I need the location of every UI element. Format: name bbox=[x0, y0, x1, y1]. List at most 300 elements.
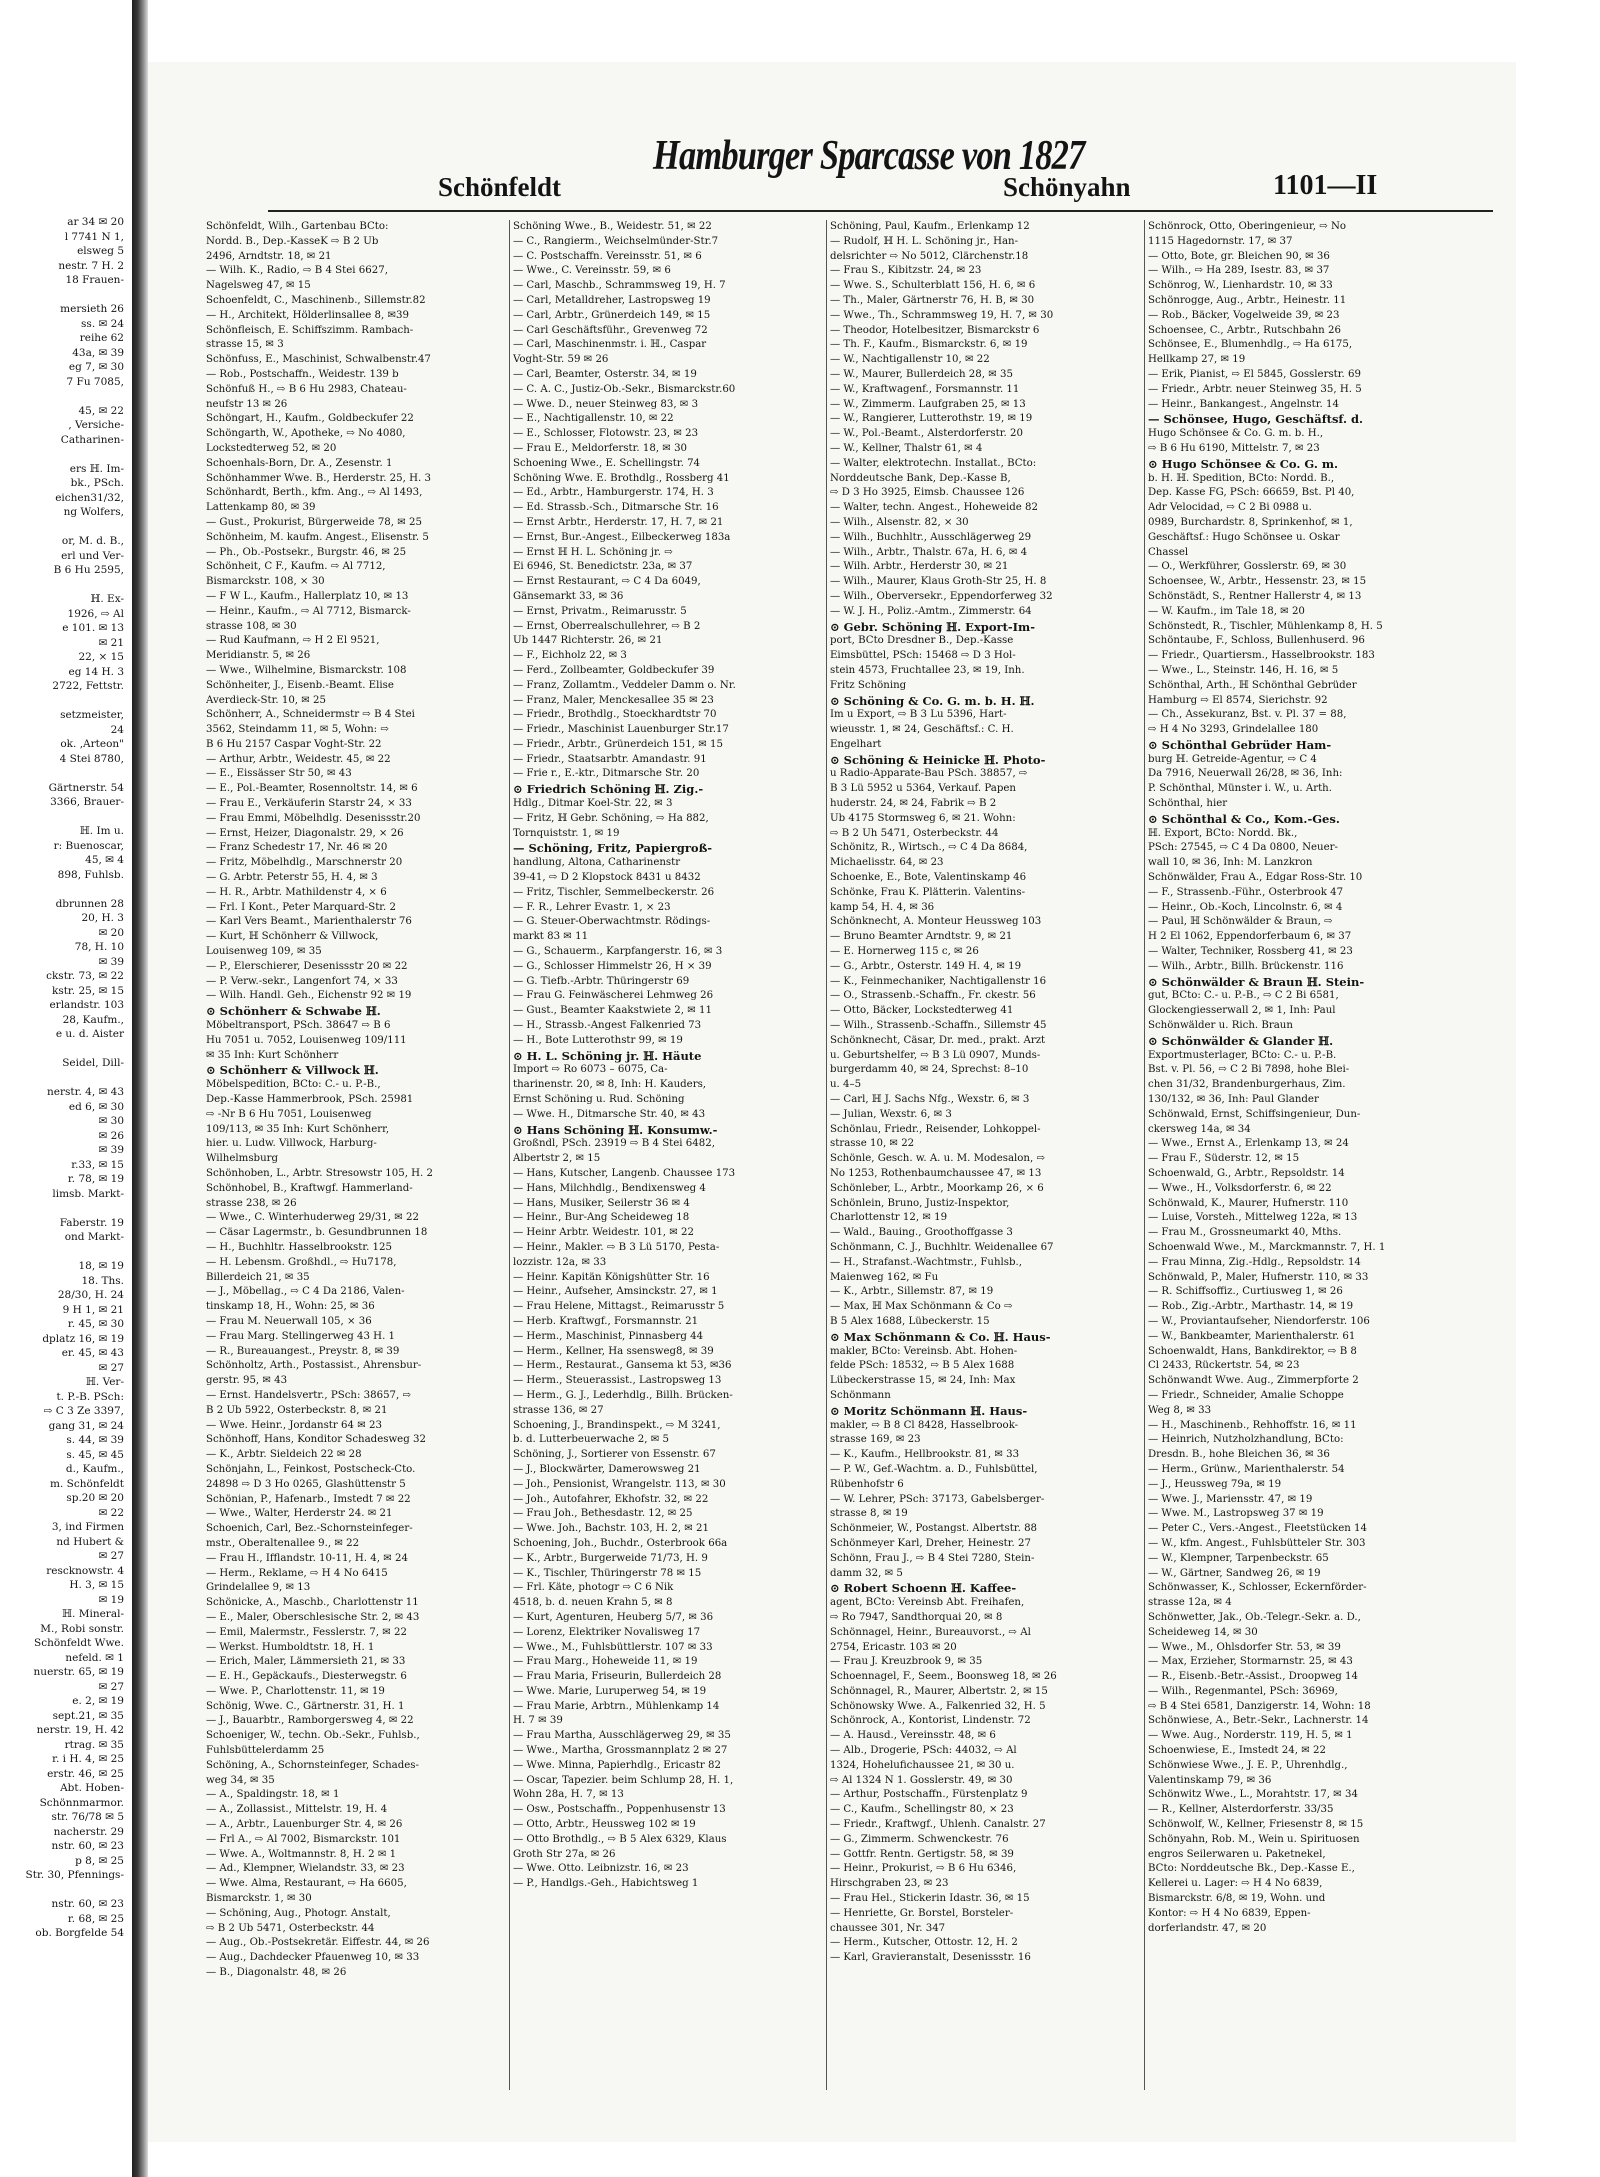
directory-entry-line: — E., Pol.-Beamter, Rosennoltstr. 14, ✉ 6 bbox=[206, 783, 418, 795]
directory-entry-line: Geschäftsf.: Hugo Schönsee u. Oskar bbox=[1148, 531, 1340, 543]
directory-entry-line: Hirschgraben 23, ✉ 23 bbox=[830, 1878, 949, 1890]
directory-entry-line: Kellerei u. Lager: ⇨ H 4 No 6839, bbox=[1148, 1878, 1323, 1890]
directory-entry-line: — Wwe., Ernst A., Erlenkamp 13, ✉ 24 bbox=[1148, 1138, 1349, 1150]
directory-entry-line: Schönwandt Wwe. Aug., Zimmerpforte 2 bbox=[1148, 1375, 1359, 1387]
directory-entry-line: Schöning Wwe. E. Brothdlg., Rossberg 41 bbox=[513, 472, 730, 484]
directory-entry-line: — Frl. I Kont., Peter Marquard-Str. 2 bbox=[206, 901, 397, 913]
directory-entry-line: — E., Schlosser, Flotowstr. 23, ✉ 23 bbox=[513, 428, 699, 440]
directory-entry-line: strasse 15, ✉ 3 bbox=[206, 339, 284, 351]
directory-entry-line: ℍ. Export, BCto: Nordd. Bk., bbox=[1148, 827, 1298, 839]
directory-entry-line: — W., Rangierer, Lutterothstr. 19, ✉ 19 bbox=[830, 413, 1033, 425]
facing-page-line bbox=[0, 882, 128, 897]
directory-entry-line: Möbeltransport, PSch. 38647 ⇨ B 6 bbox=[206, 1020, 391, 1032]
directory-entry-line: Billerdeich 21, ✉ 35 bbox=[206, 1271, 310, 1283]
directory-entry-line: ⇨ D 3 Ho 3925, Eimsb. Chaussee 126 bbox=[830, 487, 1025, 499]
facing-page-line: ok. ,Arteon" bbox=[60, 738, 124, 750]
directory-entry-line: Meridianstr. 5, ✉ 26 bbox=[206, 650, 311, 662]
directory-entry-line: b. d. Lutterbeuerwache 2, ✉ 5 bbox=[513, 1434, 669, 1446]
directory-entry-line: u Radio-Apparate-Bau PSch. 38857, ⇨ bbox=[830, 768, 1028, 780]
directory-entry-line: Schönstädt, S., Rentner Hallerstr 4, ✉ 13 bbox=[1148, 590, 1362, 602]
directory-entry-line: — Wwe. Minna, Papierhdlg., Ericastr 82 bbox=[513, 1759, 721, 1771]
directory-entry-line: Grindelallee 9, ✉ 13 bbox=[206, 1582, 311, 1594]
directory-entry-line: — Karl Vers Beamt., Marienthalerstr 76 bbox=[206, 916, 412, 928]
facing-page-line: ⇨ C 3 Ze 3397, bbox=[43, 1405, 124, 1417]
directory-entry-line: Hugo Schönsee & Co. G. m. b. H., bbox=[1148, 428, 1324, 440]
directory-entry-line: Schönle, Gesch. w. A. u. M. Modesalon, ⇨ bbox=[830, 1153, 1045, 1165]
directory-entry-line: tinskamp 18, H., Wohn: 25, ✉ 36 bbox=[206, 1301, 375, 1313]
directory-entry-line: — Gust., Beamter Kaakstwiete 2, ✉ 11 bbox=[513, 1005, 712, 1017]
directory-entry-line: — Wwe. H., Ditmarsche Str. 40, ✉ 43 bbox=[513, 1108, 706, 1120]
directory-entry-line: — Heinr., Bur-Ang Scheideweg 18 bbox=[513, 1212, 690, 1224]
directory-entry-line: Schönmann bbox=[830, 1389, 891, 1401]
facing-page-line: ed 6, ✉ 30 bbox=[68, 1100, 124, 1113]
directory-entry-line: u. 4–5 bbox=[830, 1079, 862, 1091]
directory-entry-line: Schönfleisch, E. Schiffszimm. Rambach- bbox=[206, 324, 414, 336]
directory-entry-line: Schoenhals-Born, Dr. A., Zesenstr. 1 bbox=[206, 457, 393, 469]
directory-entry-line: engros Seilerwaren u. Paketnekel, bbox=[1148, 1848, 1326, 1860]
directory-entry-line: Voght-Str. 59 ✉ 26 bbox=[513, 354, 609, 366]
directory-entry-line: — Schöning, Aug., Photogr. Anstalt, bbox=[206, 1907, 391, 1919]
directory-entry-line: — K., Kaufm., Hellbrookstr. 81, ✉ 33 bbox=[830, 1449, 1020, 1461]
facing-page-line: nstr. 60, ✉ 23 bbox=[51, 1898, 124, 1910]
directory-entry-line: — Hans, Musiker, Seilerstr 36 ✉ 4 bbox=[513, 1197, 690, 1209]
directory-entry-line: — Wwe., Martha, Grossmannplatz 2 ✉ 27 bbox=[513, 1745, 728, 1757]
directory-entry-line: — Peter C., Vers.-Angest., Fleetstücken 14 bbox=[1148, 1523, 1367, 1535]
directory-column-3 bbox=[830, 220, 1128, 1966]
directory-entry-line: Gänsemarkt 33, ✉ 36 bbox=[513, 590, 624, 602]
facing-page-line: r. 78, ✉ 19 bbox=[67, 1173, 124, 1185]
facing-page-line: 7 Fu 7085, bbox=[66, 375, 124, 388]
directory-entry-line: — G., Schlosser Himmelstr 26, H ⨯ 39 bbox=[513, 960, 712, 972]
directory-entry-line: Fuhlsbüttelerdamm 25 bbox=[206, 1745, 325, 1757]
directory-entry-line: — Schöning, Fritz, Papiergroß- bbox=[513, 841, 713, 856]
directory-entry-line: — Luise, Vorsteh., Mittelweg 122a, ✉ 13 bbox=[1148, 1212, 1358, 1224]
directory-entry-line: — A. Hausd., Vereinsstr. 48, ✉ 6 bbox=[830, 1730, 996, 1742]
directory-entry-line: — C., Kaufm., Schellingstr 80, ⨯ 23 bbox=[830, 1804, 1014, 1816]
directory-entry-line: — Wwe. Heinr., Jordanstr 64 ✉ 23 bbox=[206, 1419, 382, 1431]
directory-entry-line: Lockstedterweg 52, ✉ 20 bbox=[206, 442, 337, 454]
directory-entry-line: — Wwe. P., Charlottenstr. 11, ✉ 19 bbox=[206, 1685, 385, 1697]
directory-entry-line: Schönstedt, R., Tischler, Mühlenkamp 8, H. 5 bbox=[1148, 620, 1383, 632]
directory-entry-line: Schöning Wwe., B., Weidestr. 51, ✉ 22 bbox=[513, 221, 712, 232]
facing-page-line: ✉ 27 bbox=[98, 1680, 124, 1693]
directory-entry-line: kamp 54, H. 4, ✉ 36 bbox=[830, 901, 935, 913]
directory-entry-line: ⊙ Gebr. Schöning ℍ. Export-Im- bbox=[830, 619, 1035, 634]
directory-entry-line: — Wwe., H., Volksdorferstr. 6, ✉ 22 bbox=[1148, 1182, 1332, 1194]
directory-entry-line: — Herm., Grünw., Marienthalerstr. 54 bbox=[1148, 1463, 1345, 1475]
directory-entry-line: wall 10, ✉ 36, Inh: M. Lanzkron bbox=[1148, 857, 1313, 869]
directory-entry-line: — G. Tiefb.-Arbtr. Thüringerstr 69 bbox=[513, 975, 690, 987]
directory-entry-line: — H., Architekt, Hölderlinsallee 8, ✉39 bbox=[206, 309, 409, 321]
directory-entry-line: — Wwe., Wilhelmine, Bismarckstr. 108 bbox=[206, 664, 407, 676]
facing-page-line: ℍ. Mineral- bbox=[62, 1608, 124, 1620]
header-first-entry: Schönfeldt bbox=[438, 172, 562, 202]
directory-entry-line: B 3 Lü 5952 u 5364, Verkauf. Papen bbox=[830, 783, 1016, 795]
facing-page-line: setzmeister, bbox=[60, 709, 124, 721]
directory-entry-line: — Kurt, Agenturen, Heuberg 5/7, ✉ 36 bbox=[513, 1611, 714, 1623]
directory-entry-line: ckersweg 14a, ✉ 34 bbox=[1148, 1123, 1251, 1135]
directory-entry-line: 39-41, ⇨ D 2 Klopstock 8431 u 8432 bbox=[513, 872, 701, 884]
directory-entry-line: markt 83 ✉ 11 bbox=[513, 931, 589, 943]
directory-entry-line: Schönjahn, L., Feinkost, Postscheck-Cto. bbox=[206, 1463, 416, 1475]
directory-entry-line: — Wilh., Arbtr., Thalstr. 67a, H. 6, ✉ 4 bbox=[830, 546, 1028, 558]
directory-entry-line: — Joh., Autofahrer, Ekhofstr. 32, ✉ 22 bbox=[513, 1493, 709, 1505]
directory-entry-line: Schönwälder u. Rich. Braun bbox=[1148, 1020, 1293, 1032]
facing-page-line: reihe 62 bbox=[79, 332, 124, 344]
facing-page-line: ✉ 39 bbox=[98, 1144, 124, 1156]
directory-entry-line: — A., Arbtr., Lauenburger Str. 4, ✉ 26 bbox=[206, 1819, 403, 1831]
facing-page-line: str. 76/78 ✉ 5 bbox=[51, 1811, 124, 1823]
directory-entry-line: Schoensee, C., Arbtr., Rutschbahn 26 bbox=[1148, 324, 1341, 336]
directory-entry-line: Schönwasser, K., Schlosser, Eckernförder- bbox=[1148, 1582, 1367, 1594]
facing-page-line bbox=[0, 1201, 128, 1216]
facing-page-line: bk., PSch. bbox=[70, 477, 124, 489]
directory-entry-line: ⊙ Schönherr & Schwabe ℍ. bbox=[206, 1004, 381, 1019]
directory-entry-line: Schönleber, L., Arbtr., Moorkamp 26, ⨯ 6 bbox=[830, 1182, 1044, 1194]
directory-entry-line: — W. J. H., Poliz.-Amtm., Zimmerstr. 64 bbox=[830, 605, 1032, 617]
directory-entry-line: felde PSch: 18532, ⇨ B 5 Alex 1688 bbox=[830, 1360, 1015, 1372]
directory-entry-line: Schönwälder, Frau A., Edgar Ross-Str. 10 bbox=[1148, 872, 1363, 884]
directory-entry-line: Schoening Wwe., E. Schellingstr. 74 bbox=[513, 457, 701, 469]
directory-entry-line: — Gottfr. Rentn. Gertigstr. 58, ✉ 39 bbox=[830, 1848, 1014, 1860]
directory-entry-line: Schönicke, A., Maschb., Charlottenstr 11 bbox=[206, 1597, 419, 1609]
directory-entry-line: Schönfuss, E., Maschinist, Schwalbenstr.47 bbox=[206, 354, 431, 366]
facing-page-line: e. 2, ✉ 19 bbox=[72, 1695, 124, 1707]
directory-entry-line: — Frie r., E.-ktr., Ditmarsche Str. 20 bbox=[513, 768, 700, 780]
directory-column-4 bbox=[1148, 220, 1446, 1936]
directory-entry-line: ⇨ B 2 Ub 5471, Osterbeckstr. 44 bbox=[206, 1922, 375, 1934]
directory-entry-line: — Max, ℍ Max Schönmann & Co ⇨ bbox=[830, 1301, 1013, 1313]
directory-entry-line: — Otto, Arbtr., Heussweg 102 ✉ 19 bbox=[513, 1819, 696, 1831]
directory-entry-line: — Otto Brothdlg., ⇨ B 5 Alex 6329, Klaus bbox=[513, 1833, 727, 1845]
directory-entry-line: — Wwe., M., Ohlsdorfer Str. 53, ✉ 39 bbox=[1148, 1641, 1341, 1653]
directory-entry-line: — W., Klempner, Tarpenbeckstr. 65 bbox=[1148, 1552, 1329, 1564]
directory-entry-line: huderstr. 24, ✉ 24, Fabrik ⇨ B 2 bbox=[830, 798, 997, 810]
facing-page-line: ℍ. Ex- bbox=[90, 593, 124, 605]
column-divider bbox=[509, 220, 510, 2090]
directory-entry-line: — Herb. Kraftwgf., Forsmannstr. 21 bbox=[513, 1315, 699, 1327]
directory-entry-line: — F., Eichholz 22, ✉ 3 bbox=[513, 650, 627, 662]
directory-entry-line: 4518, b. d. neuen Krahn 5, ✉ 8 bbox=[513, 1597, 673, 1609]
directory-entry-line: BCto: Norddeutsche Bk., Dep.-Kasse E., bbox=[1148, 1863, 1355, 1875]
facing-page-line: 20, H. 3 bbox=[81, 912, 124, 924]
directory-entry-line: Eimsbüttel, PSch: 15468 ⇨ D 3 Hol- bbox=[830, 650, 1016, 662]
facing-page-line: e 101. ✉ 13 bbox=[62, 622, 124, 634]
directory-entry-line: — J., Heussweg 79a, ✉ 19 bbox=[1148, 1478, 1282, 1490]
facing-page-line: nefeld. ✉ 1 bbox=[65, 1651, 124, 1664]
facing-page-line: 24 bbox=[110, 723, 124, 736]
directory-entry-line: — Aug., Ob.-Postsekretär. Eiffestr. 44, ✉ 26 bbox=[206, 1937, 430, 1949]
directory-entry-line: ⇨ B 6 Hu 6190, Mittelstr. 7, ✉ 23 bbox=[1148, 442, 1320, 454]
facing-page-line: H. 3, ✉ 15 bbox=[69, 1579, 124, 1591]
facing-page-line: ℍ. Ver- bbox=[86, 1376, 124, 1388]
directory-entry-line: Import ⇨ Ro 6073 – 6075, Ca- bbox=[513, 1064, 668, 1076]
facing-page-line: ✉ 19 bbox=[98, 1593, 124, 1606]
facing-page-line bbox=[0, 578, 128, 593]
directory-entry-line: — Wwe. D., neuer Steinweg 83, ✉ 3 bbox=[513, 398, 699, 410]
directory-entry-line: Schoenwaldt, Hans, Bankdirektor, ⇨ B 8 bbox=[1148, 1345, 1357, 1357]
directory-entry-line: Schönsee, E., Blumenhdlg., ⇨ Ha 6175, bbox=[1148, 339, 1353, 351]
directory-entry-line: — Frau H., Ifflandstr. 10-11, H. 4, ✉ 24 bbox=[206, 1552, 408, 1564]
facing-page-line bbox=[0, 694, 128, 709]
directory-entry-line: Hu 7051 u. 7052, Louisenweg 109/111 bbox=[206, 1034, 407, 1046]
directory-entry-line: — Ernst, Bur.-Angest., Eilbeckerweg 183a bbox=[513, 531, 731, 543]
directory-entry-line: Im u Export, ⇨ B 3 Lu 5396, Hart- bbox=[830, 709, 1007, 721]
directory-entry-line: — Emil, Malermstr., Fesslerstr. 7, ✉ 22 bbox=[206, 1626, 408, 1638]
directory-entry-line: 1324, Hohelufichaussee 21, ✉ 30 u. bbox=[830, 1759, 1015, 1771]
facing-page-line: Gärtnerstr. 54 bbox=[48, 781, 124, 794]
column-divider bbox=[826, 220, 827, 2090]
directory-entry-line: — Ernst, Oberrealschullehrer, ⇨ B 2 bbox=[513, 620, 701, 632]
directory-entry-line: Schönian, P., Hafenarb., Imstedt 7 ✉ 22 bbox=[206, 1493, 411, 1505]
facing-page-line bbox=[0, 520, 128, 535]
facing-page-line: eichen31/32, bbox=[55, 491, 124, 504]
directory-entry-line: — J., Blockwärter, Damerowsweg 21 bbox=[513, 1463, 701, 1475]
facing-page-line: ✉ 21 bbox=[98, 636, 124, 649]
directory-entry-line: 130/132, ✉ 36, Inh: Paul Glander bbox=[1148, 1094, 1319, 1106]
directory-entry-line: Schönfeldt, Wilh., Gartenbau BCto: bbox=[206, 221, 389, 232]
facing-page-line: ond Markt- bbox=[64, 1231, 124, 1243]
directory-entry-line: — Wwe., Th., Schrammsweg 19, H. 7, ✉ 30 bbox=[830, 309, 1054, 321]
directory-entry-line: Valentinskamp 79, ✉ 36 bbox=[1148, 1774, 1272, 1786]
directory-entry-line: Tornquiststr. 1, ✉ 19 bbox=[513, 827, 620, 839]
facing-page-line: 1926, ⇨ Al bbox=[67, 607, 124, 620]
directory-entry-line: — Heinr., Ob.-Koch, Lincolnstr. 6, ✉ 4 bbox=[1148, 901, 1343, 913]
directory-entry-line: u. Geburtshelfer, ⇨ B 3 Lü 0907, Munds- bbox=[830, 1049, 1041, 1061]
facing-page-text-column bbox=[0, 215, 128, 1941]
facing-page-line: nuerstr. 65, ✉ 19 bbox=[33, 1666, 124, 1678]
facing-page-line: nerstr. 4, ✉ 43 bbox=[47, 1086, 124, 1098]
directory-entry-line: — Carl, Metalldreher, Lastropsweg 19 bbox=[513, 294, 711, 306]
directory-entry-line: Glockengiesserwall 2, ✉ 1, Inh: Paul bbox=[1148, 1005, 1336, 1017]
directory-entry-line: H. 7 ✉ 39 bbox=[513, 1715, 563, 1727]
directory-entry-line: — Wald., Bauing., Groothoffgasse 3 bbox=[830, 1227, 1013, 1239]
directory-entry-line: — O., Werkführer, Gosslerstr. 69, ✉ 30 bbox=[1148, 561, 1347, 573]
facing-page-line: er. 45, ✉ 43 bbox=[61, 1347, 124, 1359]
directory-entry-line: — Lorenz, Elektriker Novalisweg 17 bbox=[513, 1626, 701, 1638]
directory-entry-line: 2496, Arndtstr. 18, ✉ 21 bbox=[206, 250, 332, 262]
facing-page-line: sept.21, ✉ 35 bbox=[52, 1709, 124, 1722]
directory-entry-line: Schönlau, Friedr., Reisender, Lohkoppel- bbox=[830, 1123, 1041, 1135]
directory-entry-line: tharinenstr. 20, ✉ 8, Inh: H. Kauders, bbox=[513, 1079, 707, 1091]
facing-page-line: rtrag. ✉ 35 bbox=[64, 1738, 124, 1751]
directory-entry-line: — Frau Marg., Hoheweide 11, ✉ 19 bbox=[513, 1656, 698, 1668]
directory-entry-line: — K., Feinmechaniker, Nachtigallenstr 16 bbox=[830, 975, 1047, 987]
directory-entry-line: strasse 8, ✉ 19 bbox=[830, 1508, 908, 1520]
facing-page-line: 28/30, H. 24 bbox=[57, 1289, 124, 1301]
directory-entry-line: — Wwe. M., Lastropsweg 37 ✉ 19 bbox=[1148, 1508, 1324, 1520]
directory-entry-line: — Carl, ℍ J. Sachs Nfg., Wexstr. 6, ✉ 3 bbox=[830, 1094, 1030, 1106]
directory-entry-line: — Aug., Dachdecker Pfauenweg 10, ✉ 33 bbox=[206, 1952, 420, 1964]
directory-entry-line: Schoenwald Wwe., M., Marckmannstr. 7, H. 1 bbox=[1148, 1241, 1386, 1253]
directory-entry-line: — C., Rangierm., Weichselmünder-Str.7 bbox=[513, 235, 719, 247]
directory-entry-line: Schoening, J., Brandinspekt., ⇨ M 3241, bbox=[513, 1419, 721, 1431]
directory-entry-line: 0989, Burchardstr. 8, Sprinkenhof, ✉ 1, bbox=[1148, 516, 1353, 528]
facing-page-line: 45, ✉ 4 bbox=[85, 854, 124, 866]
directory-entry-line: strasse 238, ✉ 26 bbox=[206, 1197, 297, 1209]
directory-entry-line: — Wilh. Handl. Geh., Eichenstr 92 ✉ 19 bbox=[206, 990, 412, 1002]
facing-page-line: nstr. 60, ✉ 23 bbox=[51, 1840, 124, 1852]
directory-entry-line: — W. Kaufm., im Tale 18, ✉ 20 bbox=[1148, 605, 1305, 617]
directory-entry-line: — G., Schauerm., Karpfangerstr. 16, ✉ 3 bbox=[513, 946, 723, 958]
directory-entry-line: ⊙ Schönwälder & Glander ℍ. bbox=[1148, 1033, 1334, 1048]
facing-page-line: ✉ 20 bbox=[98, 926, 124, 939]
directory-entry-line: Dep. Kasse FG, PSch: 66659, Bst. Pl 40, bbox=[1148, 487, 1355, 499]
directory-entry-line: — W., kfm. Angest., Fuhlsbütteler Str. 303 bbox=[1148, 1537, 1366, 1549]
directory-entry-line: Bismarckstr. 6/8, ✉ 19, Wohn. und bbox=[1148, 1893, 1326, 1905]
directory-entry-line: — K., Arbtr. Sieldeich 22 ✉ 28 bbox=[206, 1449, 362, 1461]
facing-page-line: ckstr. 73, ✉ 22 bbox=[46, 970, 124, 982]
directory-entry-line: Schönrog, W., Lienhardstr. 10, ✉ 33 bbox=[1148, 280, 1333, 292]
directory-entry-line: — Th., Maler, Gärtnerstr 76, H. B, ✉ 30 bbox=[830, 294, 1035, 306]
directory-entry-line: — Ernst ℍ H. L. Schöning jr. ⇨ bbox=[513, 546, 673, 558]
directory-entry-line: Schönknecht, Cäsar, Dr. med., prakt. Arzt bbox=[830, 1034, 1046, 1046]
directory-entry-line: 2754, Ericastr. 103 ✉ 20 bbox=[830, 1641, 957, 1653]
directory-entry-line: ⇨ Al 1324 N 1. Gosslerstr. 49, ✉ 30 bbox=[830, 1774, 1013, 1786]
directory-entry-line: Maienweg 162, ✉ Fu bbox=[830, 1271, 939, 1283]
directory-entry-line: ⊙ Friedrich Schöning ℍ. Zig.- bbox=[513, 782, 704, 797]
directory-entry-line: Schönrock, A., Kontorist, Lindenstr. 72 bbox=[830, 1715, 1031, 1727]
facing-page-line: M., Robi sonstr. bbox=[40, 1622, 124, 1635]
facing-page-line: r.33, ✉ 15 bbox=[71, 1158, 124, 1171]
facing-page-line: 18, ✉ 19 bbox=[78, 1260, 124, 1272]
directory-entry-line: ⊙ Schönthal Gebrüder Ham- bbox=[1148, 737, 1332, 752]
directory-entry-line: — Erich, Maler, Lämmersieth 21, ✉ 33 bbox=[206, 1656, 406, 1668]
directory-entry-line: — Wwe. S., Schulterblatt 156, H. 6, ✉ 6 bbox=[830, 280, 1036, 292]
directory-entry-line: — G. Steuer-Oberwachtmstr. Rödings- bbox=[513, 916, 711, 928]
facing-page-line: erstr. 46, ✉ 25 bbox=[47, 1767, 124, 1780]
facing-page-line: gang 31, ✉ 24 bbox=[48, 1419, 124, 1432]
directory-entry-line: H 2 El 1062, Eppendorferbaum 6, ✉ 37 bbox=[1148, 931, 1352, 943]
directory-entry-line: — E., Maler, Oberschlesische Str. 2, ✉ 43 bbox=[206, 1611, 420, 1623]
facing-page-line: erlandstr. 103 bbox=[49, 999, 124, 1011]
directory-entry-line: 24898 ⇨ D 3 Ho 0265, Glashüttenstr 5 bbox=[206, 1478, 406, 1490]
directory-entry-line: — Wilh. K., Radio, ⇨ B 4 Stei 6627, bbox=[206, 265, 388, 277]
directory-entry-line: — Ernst Restaurant, ⇨ C 4 Da 6049, bbox=[513, 576, 701, 588]
facing-page-line: t. P.-B. PSch: bbox=[56, 1390, 124, 1403]
facing-page-line bbox=[0, 766, 128, 781]
directory-entry-line: Schöning, A., Schornsteinfeger, Schades- bbox=[206, 1759, 419, 1771]
directory-entry-line: Schönmeier, W., Postangst. Albertstr. 88 bbox=[830, 1523, 1038, 1535]
directory-entry-line: — Frau J. Kreuzbrook 9, ✉ 35 bbox=[830, 1656, 983, 1668]
directory-entry-line: Da 7916, Neuerwall 26/28, ✉ 36, Inh: bbox=[1148, 768, 1343, 780]
directory-entry-line: Schöning, J., Sortierer von Essenstr. 67 bbox=[513, 1449, 716, 1461]
directory-entry-line: Chassel bbox=[1148, 546, 1189, 558]
facing-page-line: r. i H. 4, ✉ 25 bbox=[52, 1753, 124, 1765]
directory-entry-line: ⊙ H. L. Schöning jr. ℍ. Häute bbox=[513, 1048, 702, 1063]
directory-entry-line: — Rudolf, ℍ H. L. Schöning jr., Han- bbox=[830, 235, 1019, 247]
directory-entry-line: burg ℍ. Getreide-Agentur, ⇨ C 4 bbox=[1148, 753, 1317, 765]
directory-entry-line: — Friedr., Brothdlg., Stoeckhardtstr 70 bbox=[513, 709, 717, 721]
directory-entry-line: Schönhammer Wwe. B., Herderstr. 25, H. 3 bbox=[206, 472, 431, 484]
directory-entry-line: chaussee 301, Nr. 347 bbox=[830, 1922, 946, 1934]
facing-page-line: , Versiche- bbox=[68, 419, 124, 431]
directory-entry-line: — H., Strafanst.-Wachtmstr., Fuhlsb., bbox=[830, 1256, 1023, 1268]
directory-entry-line: — Arthur, Arbtr., Weidestr. 45, ✉ 22 bbox=[206, 753, 391, 765]
directory-entry-line: — Fritz, ℍ Gebr. Schöning, ⇨ Ha 882, bbox=[513, 812, 709, 824]
directory-column-1 bbox=[206, 220, 504, 1981]
facing-page-line: s. 45, ✉ 45 bbox=[66, 1448, 124, 1461]
directory-entry-line: damm 32, ✉ 5 bbox=[830, 1567, 903, 1579]
directory-entry-line: — F., Strassenb.-Führ., Osterbrook 47 bbox=[1148, 886, 1344, 898]
directory-entry-line: ⇨ B 4 Stei 6581, Danzigerstr. 14, Wohn: 18 bbox=[1148, 1700, 1371, 1712]
directory-entry-line: — H., Bote Lutterothstr 99, ✉ 19 bbox=[513, 1034, 683, 1046]
directory-entry-line: — Heinr., Makler. ⇨ B 3 Lü 5170, Pesta- bbox=[513, 1241, 720, 1253]
facing-page-line: 43a, ✉ 39 bbox=[72, 346, 124, 359]
facing-page-line bbox=[0, 288, 128, 303]
directory-entry-line: — Frau Minna, Zig.-Hdlg., Repsoldstr. 14 bbox=[1148, 1256, 1361, 1268]
directory-entry-line: Lattenkamp 80, ✉ 39 bbox=[206, 502, 316, 514]
directory-entry-line: — E. Hornerweg 115 c, ✉ 26 bbox=[830, 946, 979, 958]
facing-page-line: 4 Stei 8780, bbox=[59, 752, 124, 765]
directory-entry-line: — W., Kraftwagenf., Forsmannstr. 11 bbox=[830, 383, 1020, 395]
directory-entry-line: Schönholtz, Arth., Postassist., Ahrensbur- bbox=[206, 1360, 422, 1372]
directory-entry-line: ⊙ Moritz Schönmann ℍ. Haus- bbox=[830, 1403, 1028, 1418]
directory-entry-line: — Walter, techn. Angest., Hoheweide 82 bbox=[830, 502, 1038, 514]
directory-entry-line: mstr., Oberaltenallee 9., ✉ 22 bbox=[206, 1537, 360, 1549]
directory-entry-line: Schönn, Frau J., ⇨ B 4 Stei 7280, Stein- bbox=[830, 1552, 1035, 1564]
directory-entry-line: Louisenweg 109, ✉ 35 bbox=[206, 946, 322, 958]
directory-entry-line: — Otto, Bäcker, Lockstedterweg 41 bbox=[830, 1005, 1014, 1017]
directory-entry-line: — P. Verw.-sekr., Langenfort 74, ⨯ 33 bbox=[206, 975, 398, 987]
directory-entry-line: — Frau M., Grossneumarkt 40, Mths. bbox=[1148, 1227, 1342, 1239]
facing-page-line: r. 68, ✉ 25 bbox=[67, 1912, 124, 1925]
directory-entry-line: — Herm., Reklame, ⇨ H 4 No 6415 bbox=[206, 1567, 388, 1579]
facing-page-line: e u. d. Aister bbox=[55, 1028, 124, 1040]
directory-entry-line: — Frl A., ⇨ Al 7002, Bismarckstr. 101 bbox=[206, 1833, 401, 1845]
directory-entry-line: — Wwe., C. Winterhuderweg 29/31, ✉ 22 bbox=[206, 1212, 419, 1224]
directory-entry-line: Hellkamp 27, ✉ 19 bbox=[1148, 354, 1246, 366]
directory-entry-line: — Karl, Gravieranstalt, Desenissstr. 16 bbox=[830, 1952, 1031, 1964]
directory-entry-line: Bst. v. Pl. 56, ⇨ C 2 Bi 7898, hohe Blei- bbox=[1148, 1064, 1350, 1076]
directory-entry-line: Nagelsweg 47, ✉ 15 bbox=[206, 280, 311, 292]
directory-entry-line: Schönke, Frau K. Plätterin. Valentins- bbox=[830, 886, 1026, 898]
directory-entry-line: — Friedr., Kraftwgf., Uhlenh. Canalstr. 27 bbox=[830, 1819, 1046, 1831]
directory-entry-line: 3562, Steindamm 11, ✉ 5, Wohn: ⇨ bbox=[206, 724, 389, 736]
facing-page-line: elsweg 5 bbox=[77, 245, 124, 257]
directory-entry-line: — Wilh., Buchhltr., Ausschlägerweg 29 bbox=[830, 531, 1032, 543]
directory-entry-line: — Werkst. Humboldtstr. 18, H. 1 bbox=[206, 1641, 375, 1653]
facing-page-line: d., Kaufm., bbox=[65, 1463, 124, 1475]
directory-entry-line: — Frau E., Meldorferstr. 18, ✉ 30 bbox=[513, 442, 688, 454]
directory-entry-line: Möbelspedition, BCto: C.- u. P.-B., bbox=[206, 1079, 381, 1091]
facing-page-line: r. 45, ✉ 30 bbox=[67, 1318, 124, 1330]
directory-entry-line: Schönmeyer Karl, Dreher, Heinestr. 27 bbox=[830, 1537, 1031, 1549]
directory-entry-line: — F. R., Lehrer Evastr. 1, ⨯ 23 bbox=[513, 901, 671, 913]
directory-entry-line: — Wwe. J., Mariensstr. 47, ✉ 19 bbox=[1148, 1493, 1313, 1505]
directory-entry-line: Nordd. B., Dep.-KasseK ⇨ B 2 Ub bbox=[206, 235, 379, 247]
facing-page-line: ✉ 27 bbox=[98, 1550, 124, 1562]
directory-entry-line: — Heinr., Bankangest., Angelnstr. 14 bbox=[1148, 398, 1339, 410]
directory-entry-line: — P. W., Gef.-Wachtm. a. D., Fuhlsbüttel, bbox=[830, 1463, 1038, 1475]
directory-entry-line: — Henriette, Gr. Borstel, Borsteler- bbox=[830, 1907, 1014, 1919]
directory-entry-line: B 5 Alex 1688, Lübeckerstr. 15 bbox=[830, 1315, 990, 1327]
facing-page-line: 9 H 1, ✉ 21 bbox=[62, 1303, 124, 1316]
directory-entry-line: — Fritz, Möbelhdlg., Marschnerstr 20 bbox=[206, 857, 403, 869]
facing-page-line bbox=[0, 447, 128, 462]
facing-page-line: ✉ 30 bbox=[98, 1115, 124, 1127]
directory-entry-line: — Carl, Maschinenmstr. i. ℍ., Caspar bbox=[513, 339, 707, 351]
directory-entry-line: Wohn 28a, H. 7, ✉ 13 bbox=[513, 1789, 624, 1801]
directory-entry-line: Schoensee, W., Arbtr., Hessenstr. 23, ✉ 15 bbox=[1148, 576, 1367, 588]
directory-entry-line: — Friedr., Staatsarbtr. Amandastr. 91 bbox=[513, 753, 707, 765]
directory-entry-line: — W., Nachtigallenstr 10, ✉ 22 bbox=[830, 354, 990, 366]
facing-page-line: eg 7, ✉ 30 bbox=[68, 361, 124, 373]
directory-entry-line: — Ernst Arbtr., Herderstr. 17, H. 7, ✉ 21 bbox=[513, 516, 724, 528]
header-rule bbox=[268, 210, 1493, 212]
directory-entry-line: — H., Maschinenb., Rehhoffstr. 16, ✉ 11 bbox=[1148, 1419, 1357, 1431]
directory-entry-line: — Walter, elektrotechn. Installat., BCto: bbox=[830, 457, 1037, 469]
